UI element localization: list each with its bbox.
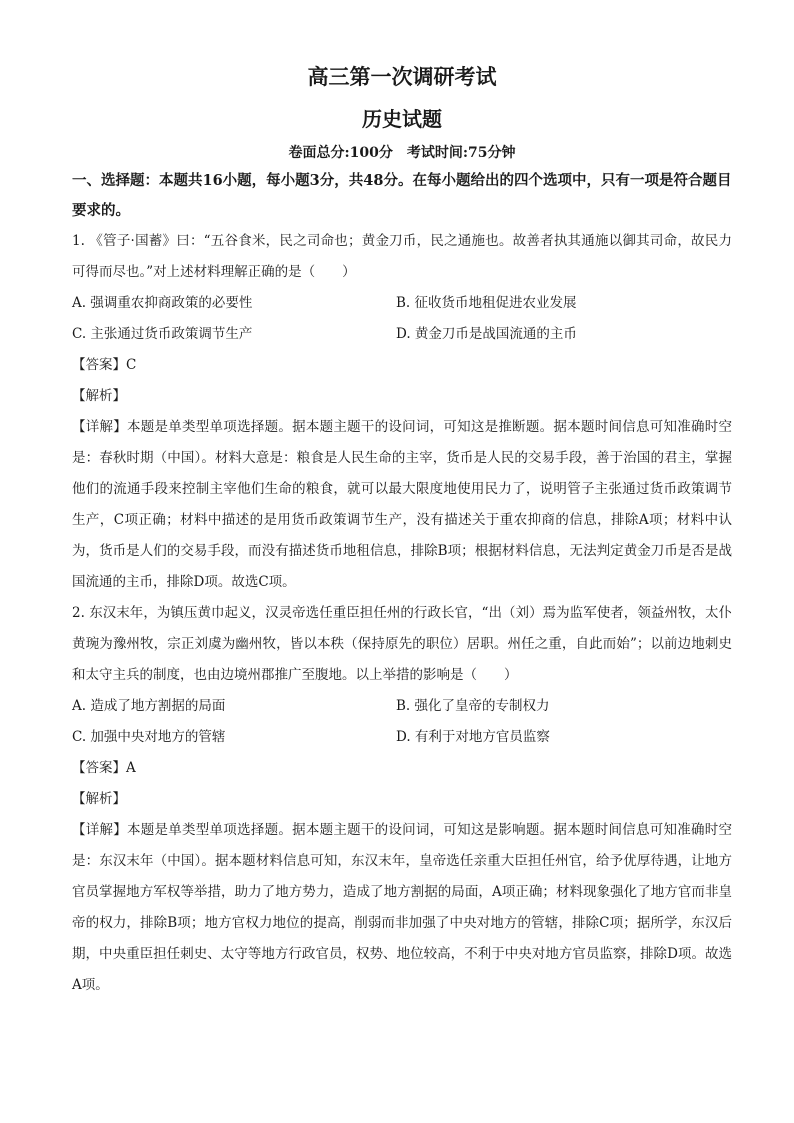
question-stem: 2. 东汉末年，为镇压黄巾起义，汉灵帝选任重臣担任州的行政长官，“出（刘）焉为监军使者，领益州牧，太仆黄琬为豫州牧，宗正刘虞为幽州牧，皆以本秩（保持原先的职位）居职。州任之重，自此而始”；以前边地刺史和太守主兵的制度，也由边境州郡推广至腹地。以上举措的影响是（ ） [72,605,732,683]
question-1 [72,226,732,598]
option-d: D. 黄金刀币是战国流通的主币 [396,326,577,342]
options-grid [72,691,732,753]
detail-text: 【详解】本题是单类型单项选择题。据本题主题干的设问词，可知这是推断题。据本题时间信息可知准确时空是：春秋时期（中国）。材料大意是：粮食是人民生命的主宰，货币是人民的交易手段，善于治国的君主，掌握他们的流通手段来控制主宰他们生命的粮食，就可以最大限度地使用民力了，说明管子主张通过货币政策调节生产，C项正确；材料中描述的是用货币政策调节生产，没有描述关于重农抑商的信息，排除A项；材料中认为，货币是人们的交易手段，而没有描述货币地租信息，排除B项；根据材料信息，无法判定黄金刀币是否是战国流通的主币，排除D项。故选C项。 [72,419,732,590]
analysis-label: 【解析】 [72,388,126,404]
option-c: C. 主张通过货币政策调节生产 [72,326,253,342]
option-b: B. 强化了皇帝的专制权力 [396,698,550,714]
exam-meta: 卷面总分:100分 考试时间:75分钟 [288,145,516,161]
question-stem: 1. 《管子·国蓄》曰：“五谷食米，民之司命也；黄金刀币，民之通施也。故善者执其通施以御其司命，故民力可得而尽也。”对上述材料理解正确的是（ ） [72,233,732,280]
answer-value: C [126,357,137,373]
detail-text: 【详解】本题是单类型单项选择题。据本题主题干的设问词，可知这是影响题。据本题时间信息可知准确时空是：东汉末年（中国）。据本题材料信息可知，东汉末年，皇帝选任亲重大臣担任州官，给予优厚待遇，让地方官员掌握地方军权等举措，助力了地方势力，造成了地方割据的局面，A项正确；材料现象强化了地方官而非皇帝的权力，排除B项；地方官权力地位的提高，削弱而非加强了中央对地方的管辖，排除C项；据所学，东汉后期，中央重臣担任刺史、太守等地方行政官员，权势、地位较高，不利于中央对地方官员监察，排除D项。故选A项。 [72,822,732,993]
option-d: D. 有利于对地方官员监察 [396,729,550,745]
option-a: A. 强调重农抑商政策的必要性 [72,295,253,311]
section-heading: 一、选择题：本题共16小题，每小题3分，共48分。在每小题给出的四个选项中，只有一项是符合题目要求的。 [72,172,732,219]
page-title: 高三第一次调研考试 [307,64,497,89]
exam-page [72,62,732,1001]
answer-line [72,350,732,381]
option-b: B. 征收货币地租促进农业发展 [396,295,577,311]
answer-label: 【答案】 [72,760,126,776]
option-a: A. 造成了地方割据的局面 [72,698,226,714]
analysis-label: 【解析】 [72,791,126,807]
answer-line [72,753,732,784]
page-subtitle: 历史试题 [362,107,442,131]
option-c: C. 加强中央对地方的管辖 [72,729,226,745]
answer-label: 【答案】 [72,357,126,373]
options-grid [72,288,732,350]
answer-value: A [126,760,136,776]
question-2 [72,598,732,1001]
